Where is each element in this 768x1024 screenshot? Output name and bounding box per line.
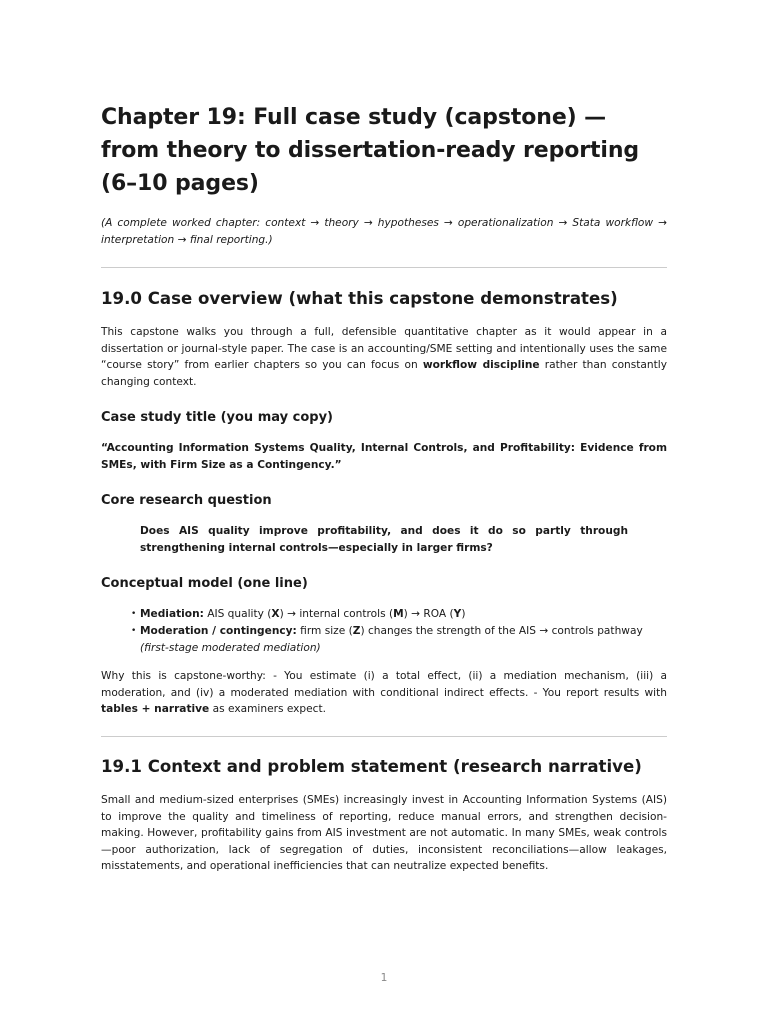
research-question-heading: Core research question: [101, 493, 272, 508]
chapter-subtitle: (A complete worked chapter: context → theory → hypotheses → operationalization → Stata workflow → interpretation → final reporting.): [101, 217, 667, 246]
list-item-mediation: • Mediation: AIS quality (X) → internal controls (M) → ROA (Y): [131, 606, 667, 623]
research-question-text: Does AIS quality improve profitability, and does it do so partly through strengthening internal controls—especially in larger firms?: [140, 525, 628, 554]
section-19-0-intro: This capstone walks you through a full, defensible quantitative chapter as it would appear in a dissertation or journal-style paper. The case is an accounting/SME setting and intentionally uses the same “course story” from earlier chapters so you can focus on workflow discipline rather than constantly changing context.: [101, 326, 668, 388]
list-item-moderation: • Moderation / contingency: firm size (Z) changes the strength of the AIS → controls pathway (first-stage moderated mediation): [131, 623, 667, 657]
section-19-1-paragraph: Small and medium-sized enterprises (SMEs) increasingly invest in Accounting Information Systems (AIS) to improve the quality and timeliness of reporting, reduce manual errors, and strengthen decision-making. However, profitability gains from AIS investment are not automatic. In many SMEs, weak controls—poor authorization, lack of segregation of duties, inconsistent reconciliations—allow leakages, misstatements, and operational inefficiencies that can neutralize expected benefits.: [101, 794, 667, 873]
case-study-title: “Accounting Information Systems Quality, Internal Controls, and Profitability: Evidence from SMEs, with Firm Size as a Contingency.”: [101, 442, 667, 471]
conceptual-model-list: [131, 606, 667, 657]
case-title-heading: Case study title (you may copy): [101, 410, 333, 425]
section-19-0-heading: 19.0 Case overview (what this capstone demonstrates): [101, 289, 618, 308]
divider: [101, 267, 667, 268]
capstone-rationale: Why this is capstone-worthy: - You estimate (i) a total effect, (ii) a mediation mechanism, (iii) a moderation, and (iv) a moderated mediation with conditional indirect effects. - You report results with tables + narrative as examiners expect.: [101, 670, 667, 716]
section-19-1-heading: 19.1 Context and problem statement (research narrative): [101, 757, 642, 776]
chapter-title: Chapter 19: Full case study (capstone) — from theory to dissertation-ready reporting (6–10 pages): [101, 105, 640, 196]
divider: [101, 736, 667, 737]
page-number: 1: [380, 972, 388, 984]
conceptual-model-heading: Conceptual model (one line): [101, 576, 308, 591]
